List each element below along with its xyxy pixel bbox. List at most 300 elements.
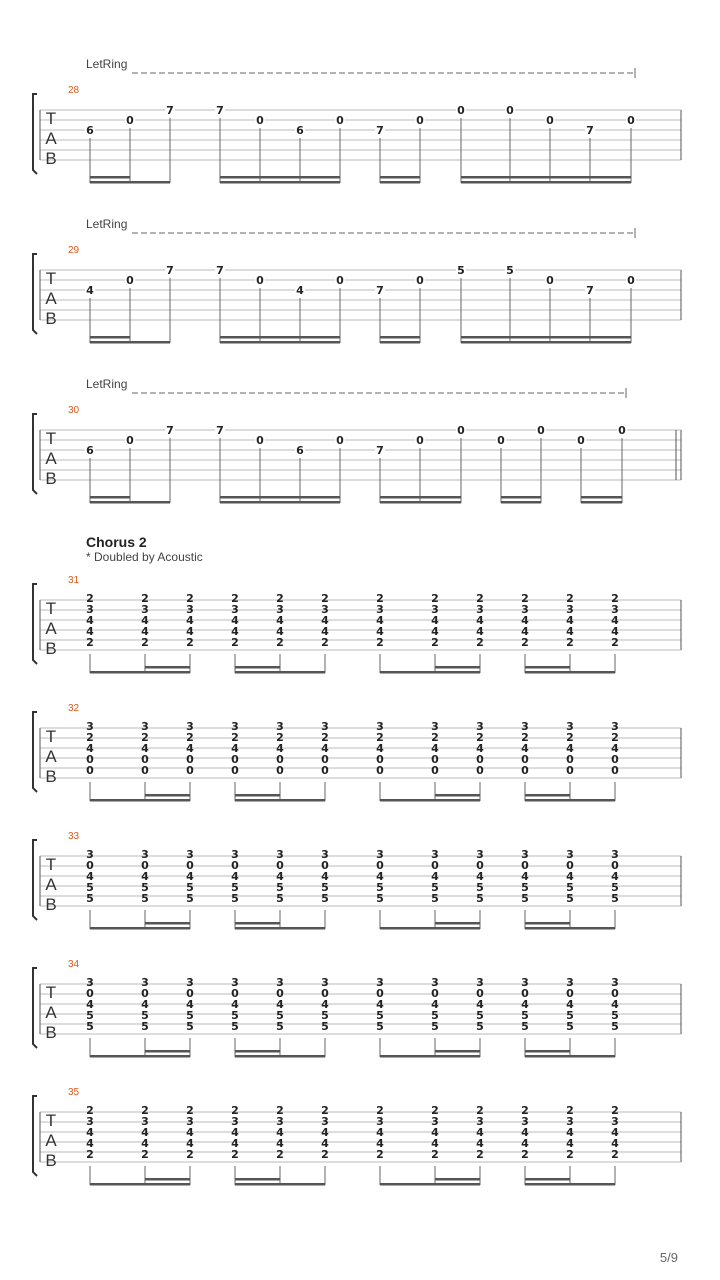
beam bbox=[380, 1055, 480, 1058]
chord-fret-number: 4 bbox=[141, 742, 149, 755]
chord-fret-number: 2 bbox=[231, 731, 239, 744]
fret-number: 0 bbox=[416, 434, 424, 447]
chord-fret-number: 5 bbox=[376, 1009, 384, 1022]
chord-fret-number: 3 bbox=[321, 603, 329, 616]
chord-fret-number: 4 bbox=[521, 1137, 529, 1150]
beam-secondary bbox=[525, 1178, 570, 1181]
beam bbox=[220, 341, 340, 344]
chord-fret-number: 3 bbox=[321, 848, 329, 861]
chord-fret-number: 4 bbox=[141, 870, 149, 883]
chord-fret-number: 5 bbox=[376, 881, 384, 894]
beam-secondary bbox=[435, 794, 480, 797]
chord-fret-number: 4 bbox=[476, 742, 484, 755]
fret-number: 0 bbox=[416, 274, 424, 287]
system-bracket bbox=[33, 840, 37, 920]
chord-fret-number: 0 bbox=[141, 987, 149, 1000]
chord-fret-number: 2 bbox=[186, 1104, 194, 1117]
chord-fret-number: 5 bbox=[141, 1009, 149, 1022]
chord-fret-number: 0 bbox=[376, 987, 384, 1000]
chord-fret-number: 2 bbox=[476, 636, 484, 649]
chord-fret-number: 2 bbox=[476, 731, 484, 744]
chord-fret-number: 3 bbox=[276, 603, 284, 616]
chord-fret-number: 4 bbox=[476, 625, 484, 638]
chord-fret-number: 2 bbox=[141, 731, 149, 744]
chord-fret-number: 0 bbox=[566, 753, 574, 766]
chord-fret-number: 3 bbox=[611, 1115, 619, 1128]
system-bracket bbox=[33, 94, 37, 174]
fret-number: 7 bbox=[216, 424, 224, 437]
chord-fret-number: 4 bbox=[231, 742, 239, 755]
chord-fret-number: 4 bbox=[231, 1126, 239, 1139]
chord-fret-number: 0 bbox=[276, 764, 284, 777]
chord-fret-number: 5 bbox=[86, 1009, 94, 1022]
fret-number: 0 bbox=[336, 274, 344, 287]
chord-fret-number: 4 bbox=[611, 614, 619, 627]
chord-fret-number: 4 bbox=[376, 742, 384, 755]
chord-fret-number: 4 bbox=[186, 998, 194, 1011]
chord-fret-number: 2 bbox=[476, 1104, 484, 1117]
chord-fret-number: 4 bbox=[566, 742, 574, 755]
chord-fret-number: 5 bbox=[86, 1020, 94, 1033]
fret-number: 0 bbox=[627, 274, 635, 287]
chord-fret-number: 4 bbox=[376, 870, 384, 883]
beam-secondary bbox=[145, 666, 190, 669]
tab-clef-letter: A bbox=[45, 129, 57, 148]
chord-fret-number: 4 bbox=[276, 614, 284, 627]
chord-fret-number: 3 bbox=[86, 848, 94, 861]
chord-fret-number: 4 bbox=[431, 1137, 439, 1150]
chord-fret-number: 3 bbox=[276, 976, 284, 989]
fret-number: 6 bbox=[296, 124, 304, 137]
chord-fret-number: 2 bbox=[321, 636, 329, 649]
chord-fret-number: 4 bbox=[431, 625, 439, 638]
chord-fret-number: 4 bbox=[186, 614, 194, 627]
beam bbox=[220, 501, 340, 504]
chord-fret-number: 4 bbox=[186, 870, 194, 883]
chord-fret-number: 4 bbox=[566, 625, 574, 638]
beam bbox=[380, 1183, 480, 1186]
chord-fret-number: 0 bbox=[566, 859, 574, 872]
chord-fret-number: 5 bbox=[566, 1009, 574, 1022]
chord-fret-number: 3 bbox=[566, 976, 574, 989]
tab-clef-letter: T bbox=[45, 983, 57, 1002]
chord-fret-number: 3 bbox=[231, 1115, 239, 1128]
chord-fret-number: 4 bbox=[611, 1137, 619, 1150]
chord-fret-number: 4 bbox=[521, 998, 529, 1011]
chord-fret-number: 4 bbox=[321, 742, 329, 755]
chord-fret-number: 5 bbox=[186, 1009, 194, 1022]
chord-fret-number: 3 bbox=[566, 720, 574, 733]
beam bbox=[235, 1055, 325, 1058]
measure-number: 28 bbox=[68, 85, 80, 96]
measure-number: 32 bbox=[68, 703, 80, 714]
tab-clef-letter: B bbox=[45, 639, 57, 658]
beam bbox=[90, 799, 190, 802]
chord-fret-number: 4 bbox=[431, 998, 439, 1011]
beam bbox=[90, 501, 170, 504]
beam bbox=[380, 671, 480, 674]
let-ring-label: LetRing bbox=[86, 57, 128, 71]
chord-fret-number: 4 bbox=[186, 742, 194, 755]
chord-fret-number: 5 bbox=[276, 881, 284, 894]
system-bracket bbox=[33, 968, 37, 1048]
chord-fret-number: 4 bbox=[611, 998, 619, 1011]
chord-fret-number: 4 bbox=[231, 614, 239, 627]
chord-fret-number: 5 bbox=[611, 1009, 619, 1022]
chord-fret-number: 3 bbox=[521, 1115, 529, 1128]
chord-fret-number: 3 bbox=[566, 1115, 574, 1128]
chord-fret-number: 2 bbox=[521, 592, 529, 605]
fret-number: 0 bbox=[126, 274, 134, 287]
chord-fret-number: 5 bbox=[521, 892, 529, 905]
chord-fret-number: 4 bbox=[86, 1137, 94, 1150]
fret-number: 7 bbox=[376, 444, 384, 457]
chord-fret-number: 5 bbox=[321, 1009, 329, 1022]
chord-fret-number: 5 bbox=[186, 892, 194, 905]
chord-fret-number: 0 bbox=[431, 764, 439, 777]
beam-secondary bbox=[235, 666, 280, 669]
beam-secondary bbox=[435, 922, 480, 925]
chord-fret-number: 0 bbox=[186, 753, 194, 766]
chord-fret-number: 5 bbox=[321, 881, 329, 894]
chord-fret-number: 3 bbox=[376, 720, 384, 733]
system-bracket bbox=[33, 584, 37, 664]
chord-fret-number: 4 bbox=[186, 1126, 194, 1139]
beam-secondary bbox=[90, 176, 130, 179]
chord-fret-number: 4 bbox=[276, 742, 284, 755]
chord-fret-number: 4 bbox=[376, 614, 384, 627]
fret-number: 0 bbox=[457, 424, 465, 437]
chord-fret-number: 4 bbox=[521, 870, 529, 883]
system-bracket bbox=[33, 254, 37, 334]
chord-fret-number: 0 bbox=[186, 859, 194, 872]
chord-fret-number: 0 bbox=[186, 764, 194, 777]
tab-system-31 bbox=[33, 575, 681, 674]
chord-fret-number: 2 bbox=[521, 1148, 529, 1161]
chord-fret-number: 5 bbox=[276, 1009, 284, 1022]
chord-fret-number: 5 bbox=[231, 1009, 239, 1022]
chord-fret-number: 4 bbox=[376, 1126, 384, 1139]
chord-fret-number: 2 bbox=[231, 592, 239, 605]
chord-fret-number: 4 bbox=[231, 625, 239, 638]
fret-number: 4 bbox=[296, 284, 304, 297]
beam bbox=[235, 671, 325, 674]
chord-fret-number: 5 bbox=[476, 1009, 484, 1022]
beam bbox=[235, 1183, 325, 1186]
chord-fret-number: 2 bbox=[431, 1148, 439, 1161]
beam bbox=[461, 341, 631, 344]
fret-number: 0 bbox=[577, 434, 585, 447]
measure-number: 30 bbox=[68, 405, 80, 416]
chord-fret-number: 5 bbox=[231, 1020, 239, 1033]
let-ring-label: LetRing bbox=[86, 377, 128, 391]
tab-clef-letter: T bbox=[45, 269, 57, 288]
chord-fret-number: 2 bbox=[521, 731, 529, 744]
fret-number: 7 bbox=[586, 124, 594, 137]
chord-fret-number: 2 bbox=[231, 1148, 239, 1161]
chord-fret-number: 4 bbox=[521, 614, 529, 627]
chord-fret-number: 3 bbox=[431, 603, 439, 616]
beam-secondary bbox=[145, 794, 190, 797]
chord-fret-number: 2 bbox=[231, 636, 239, 649]
chord-fret-number: 4 bbox=[321, 870, 329, 883]
chord-fret-number: 2 bbox=[611, 592, 619, 605]
chord-fret-number: 3 bbox=[86, 720, 94, 733]
chord-fret-number: 2 bbox=[276, 731, 284, 744]
beam bbox=[235, 927, 325, 930]
chord-fret-number: 2 bbox=[186, 636, 194, 649]
chord-fret-number: 3 bbox=[611, 720, 619, 733]
chord-fret-number: 4 bbox=[141, 1126, 149, 1139]
chord-fret-number: 3 bbox=[521, 603, 529, 616]
chord-fret-number: 5 bbox=[611, 881, 619, 894]
chord-fret-number: 3 bbox=[141, 976, 149, 989]
chord-fret-number: 2 bbox=[566, 1104, 574, 1117]
chord-fret-number: 0 bbox=[376, 753, 384, 766]
chord-fret-number: 5 bbox=[431, 1009, 439, 1022]
fret-number: 7 bbox=[376, 124, 384, 137]
chord-fret-number: 3 bbox=[231, 720, 239, 733]
chord-fret-number: 2 bbox=[276, 636, 284, 649]
chord-fret-number: 4 bbox=[376, 998, 384, 1011]
beam bbox=[380, 341, 420, 344]
chord-fret-number: 2 bbox=[321, 1104, 329, 1117]
tab-system-28 bbox=[33, 57, 681, 184]
chord-fret-number: 3 bbox=[231, 603, 239, 616]
chord-fret-number: 5 bbox=[476, 892, 484, 905]
beam bbox=[501, 501, 541, 504]
chord-fret-number: 5 bbox=[321, 1020, 329, 1033]
chord-fret-number: 2 bbox=[611, 636, 619, 649]
chord-fret-number: 2 bbox=[276, 1104, 284, 1117]
beam-secondary bbox=[525, 1050, 570, 1053]
fret-number: 7 bbox=[166, 264, 174, 277]
tab-clef-letter: T bbox=[45, 599, 57, 618]
chord-fret-number: 3 bbox=[276, 1115, 284, 1128]
chord-fret-number: 2 bbox=[611, 731, 619, 744]
chord-fret-number: 4 bbox=[566, 1126, 574, 1139]
beam bbox=[220, 181, 340, 184]
chord-fret-number: 3 bbox=[376, 976, 384, 989]
chord-fret-number: 3 bbox=[276, 848, 284, 861]
beam bbox=[461, 181, 631, 184]
chord-fret-number: 4 bbox=[376, 1137, 384, 1150]
beam-secondary bbox=[90, 336, 130, 339]
fret-number: 0 bbox=[416, 114, 424, 127]
chord-fret-number: 0 bbox=[321, 753, 329, 766]
fret-number: 5 bbox=[506, 264, 514, 277]
chord-fret-number: 3 bbox=[431, 720, 439, 733]
chord-fret-number: 0 bbox=[141, 753, 149, 766]
chord-fret-number: 3 bbox=[231, 848, 239, 861]
chord-fret-number: 0 bbox=[376, 764, 384, 777]
beam-secondary bbox=[380, 336, 420, 339]
beam-secondary bbox=[525, 666, 570, 669]
chord-fret-number: 0 bbox=[231, 859, 239, 872]
tab-clef-letter: A bbox=[45, 747, 57, 766]
chord-fret-number: 4 bbox=[86, 998, 94, 1011]
tab-clef-letter: A bbox=[45, 1003, 57, 1022]
chord-fret-number: 4 bbox=[276, 625, 284, 638]
beam bbox=[90, 181, 170, 184]
beam-secondary bbox=[461, 176, 631, 179]
fret-number: 6 bbox=[86, 124, 94, 137]
chord-fret-number: 4 bbox=[276, 1137, 284, 1150]
beam bbox=[90, 1055, 190, 1058]
chord-fret-number: 4 bbox=[611, 742, 619, 755]
chord-fret-number: 4 bbox=[476, 998, 484, 1011]
tab-clef-letter: A bbox=[45, 289, 57, 308]
chord-fret-number: 5 bbox=[231, 892, 239, 905]
tab-clef-letter: B bbox=[45, 895, 57, 914]
chord-fret-number: 0 bbox=[566, 764, 574, 777]
tab-clef-letter: B bbox=[45, 1151, 57, 1170]
tab-clef-letter: A bbox=[45, 449, 57, 468]
chord-fret-number: 5 bbox=[276, 892, 284, 905]
chord-fret-number: 2 bbox=[86, 1148, 94, 1161]
beam-secondary bbox=[435, 1178, 480, 1181]
tab-clef-letter: A bbox=[45, 619, 57, 638]
chord-fret-number: 2 bbox=[276, 1148, 284, 1161]
chord-fret-number: 5 bbox=[86, 881, 94, 894]
chord-fret-number: 4 bbox=[86, 1126, 94, 1139]
chord-fret-number: 2 bbox=[186, 592, 194, 605]
chord-fret-number: 2 bbox=[141, 592, 149, 605]
chord-fret-number: 3 bbox=[86, 1115, 94, 1128]
chord-fret-number: 5 bbox=[186, 1020, 194, 1033]
chord-fret-number: 5 bbox=[141, 1020, 149, 1033]
chord-fret-number: 5 bbox=[521, 1009, 529, 1022]
chord-fret-number: 4 bbox=[86, 625, 94, 638]
chord-fret-number: 4 bbox=[86, 614, 94, 627]
chord-fret-number: 0 bbox=[86, 859, 94, 872]
chord-fret-number: 4 bbox=[376, 625, 384, 638]
chord-fret-number: 2 bbox=[86, 1104, 94, 1117]
beam bbox=[380, 927, 480, 930]
fret-number: 6 bbox=[296, 444, 304, 457]
chord-fret-number: 4 bbox=[231, 998, 239, 1011]
chord-fret-number: 4 bbox=[611, 1126, 619, 1139]
fret-number: 7 bbox=[166, 104, 174, 117]
beam-secondary bbox=[525, 794, 570, 797]
chord-fret-number: 0 bbox=[521, 753, 529, 766]
beam bbox=[380, 181, 420, 184]
chord-fret-number: 0 bbox=[86, 987, 94, 1000]
chord-fret-number: 0 bbox=[276, 753, 284, 766]
chord-fret-number: 5 bbox=[141, 881, 149, 894]
chord-fret-number: 3 bbox=[186, 603, 194, 616]
chord-fret-number: 5 bbox=[376, 1020, 384, 1033]
tab-clef-letter: A bbox=[45, 875, 57, 894]
chord-fret-number: 4 bbox=[141, 625, 149, 638]
tab-clef-letter: T bbox=[45, 727, 57, 746]
chord-fret-number: 4 bbox=[566, 870, 574, 883]
chord-fret-number: 3 bbox=[476, 603, 484, 616]
chord-fret-number: 4 bbox=[186, 625, 194, 638]
fret-number: 0 bbox=[457, 104, 465, 117]
chord-fret-number: 4 bbox=[321, 625, 329, 638]
beam bbox=[525, 671, 615, 674]
chord-fret-number: 3 bbox=[186, 848, 194, 861]
chord-fret-number: 4 bbox=[431, 742, 439, 755]
chord-fret-number: 2 bbox=[566, 636, 574, 649]
chord-fret-number: 3 bbox=[476, 976, 484, 989]
beam bbox=[90, 1183, 190, 1186]
chord-fret-number: 2 bbox=[186, 1148, 194, 1161]
fret-number: 0 bbox=[336, 434, 344, 447]
beam bbox=[380, 799, 480, 802]
chord-fret-number: 3 bbox=[521, 848, 529, 861]
beam-secondary bbox=[435, 666, 480, 669]
beam bbox=[581, 501, 622, 504]
fret-number: 0 bbox=[497, 434, 505, 447]
chord-fret-number: 4 bbox=[521, 742, 529, 755]
chord-fret-number: 2 bbox=[141, 1104, 149, 1117]
chord-fret-number: 0 bbox=[521, 987, 529, 1000]
chord-fret-number: 2 bbox=[431, 636, 439, 649]
chord-fret-number: 0 bbox=[321, 764, 329, 777]
beam-secondary bbox=[145, 922, 190, 925]
chord-fret-number: 2 bbox=[376, 731, 384, 744]
beam-secondary bbox=[145, 1178, 190, 1181]
fret-number: 7 bbox=[216, 104, 224, 117]
beam-secondary bbox=[235, 1178, 280, 1181]
beam bbox=[90, 341, 170, 344]
chord-fret-number: 5 bbox=[231, 881, 239, 894]
chord-fret-number: 3 bbox=[321, 976, 329, 989]
chord-fret-number: 5 bbox=[476, 881, 484, 894]
chord-fret-number: 3 bbox=[321, 720, 329, 733]
tab-system-29 bbox=[33, 217, 681, 344]
tab-clef-letter: A bbox=[45, 1131, 57, 1150]
tab-clef-letter: B bbox=[45, 149, 57, 168]
fret-number: 0 bbox=[618, 424, 626, 437]
chord-fret-number: 5 bbox=[566, 881, 574, 894]
chord-fret-number: 3 bbox=[276, 720, 284, 733]
chord-fret-number: 4 bbox=[476, 1126, 484, 1139]
beam bbox=[525, 799, 615, 802]
chord-fret-number: 4 bbox=[521, 625, 529, 638]
chord-fret-number: 2 bbox=[376, 592, 384, 605]
chord-fret-number: 0 bbox=[431, 987, 439, 1000]
chord-fret-number: 2 bbox=[611, 1148, 619, 1161]
beam-secondary bbox=[235, 794, 280, 797]
chord-fret-number: 2 bbox=[476, 1148, 484, 1161]
chord-fret-number: 3 bbox=[376, 1115, 384, 1128]
chord-fret-number: 3 bbox=[566, 848, 574, 861]
tab-clef-letter: T bbox=[45, 1111, 57, 1130]
chord-fret-number: 2 bbox=[231, 1104, 239, 1117]
chord-fret-number: 0 bbox=[231, 753, 239, 766]
section-title: Chorus 2 bbox=[86, 534, 147, 550]
chord-fret-number: 0 bbox=[141, 764, 149, 777]
beam-secondary bbox=[90, 496, 130, 499]
tab-clef-letter: B bbox=[45, 309, 57, 328]
chord-fret-number: 2 bbox=[86, 731, 94, 744]
chord-fret-number: 3 bbox=[376, 848, 384, 861]
tab-clef-letter: T bbox=[45, 109, 57, 128]
chord-fret-number: 2 bbox=[376, 1148, 384, 1161]
chord-fret-number: 5 bbox=[186, 881, 194, 894]
chord-fret-number: 0 bbox=[141, 859, 149, 872]
chord-fret-number: 2 bbox=[431, 731, 439, 744]
fret-number: 7 bbox=[166, 424, 174, 437]
chord-fret-number: 0 bbox=[611, 987, 619, 1000]
chord-fret-number: 4 bbox=[476, 614, 484, 627]
chord-fret-number: 2 bbox=[611, 1104, 619, 1117]
chord-fret-number: 2 bbox=[86, 636, 94, 649]
chord-fret-number: 3 bbox=[321, 1115, 329, 1128]
